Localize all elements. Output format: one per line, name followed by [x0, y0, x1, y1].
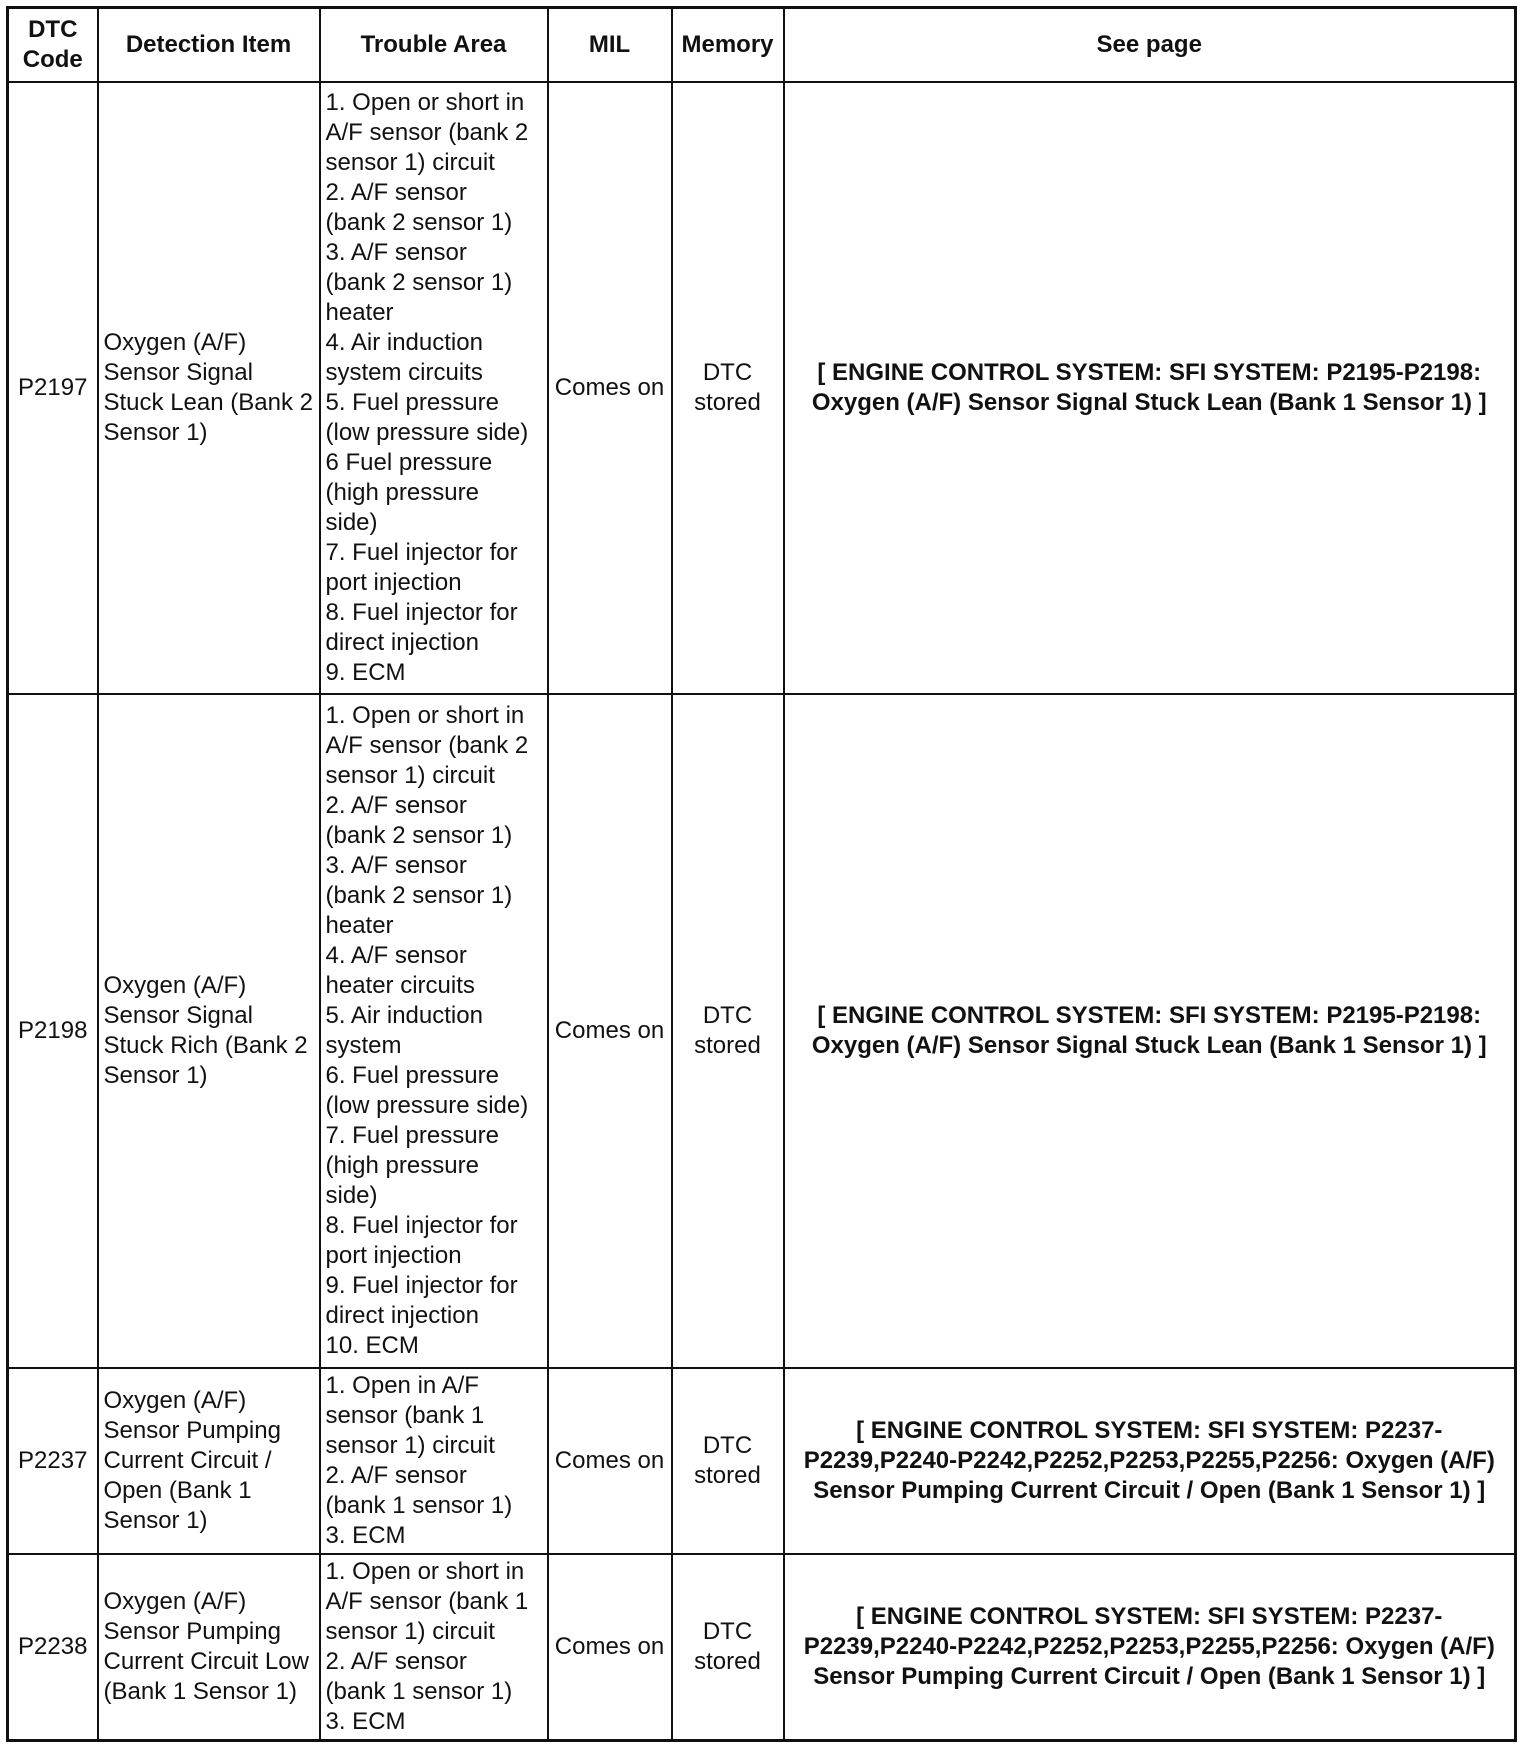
see-page-link[interactable]: [ ENGINE CONTROL SYSTEM: SFI SYSTEM: P2195-P2198: Oxygen (A/F) Sensor Signal Stuck Lean (Bank 1 Sensor 1) ] [784, 694, 1516, 1368]
detection-item-cell: Oxygen (A/F) Sensor Pumping Current Circuit Low (Bank 1 Sensor 1) [98, 1554, 320, 1741]
trouble-area-line: system [325, 1032, 402, 1059]
trouble-area-line: 1. Open or short in [325, 1558, 525, 1585]
header-trouble-area: Trouble Area [320, 8, 548, 83]
table-row [8, 1554, 1516, 1741]
trouble-area-line: 3. ECM [325, 1708, 406, 1735]
trouble-area-line: A/F sensor (bank 1 [325, 1588, 529, 1615]
trouble-area-line: port injection [325, 569, 462, 596]
trouble-area-line: 3. A/F sensor [325, 239, 467, 266]
trouble-area-line: (bank 2 sensor 1) [325, 822, 513, 849]
header-dtc-code: DTC Code [8, 8, 98, 83]
trouble-area-line: 9. Fuel injector for [325, 1272, 518, 1299]
trouble-area-line: port injection [325, 1242, 462, 1269]
trouble-area-line: 6. Fuel pressure [325, 1062, 499, 1089]
trouble-area-line: system circuits [325, 359, 483, 386]
mil-cell: Comes on [548, 1368, 672, 1554]
trouble-area-line: 2. A/F sensor [325, 792, 467, 819]
trouble-area-line: heater [325, 299, 394, 326]
trouble-area-line: 4. Air induction [325, 329, 483, 356]
trouble-area-line: side) [325, 1182, 378, 1209]
table-row [8, 694, 1516, 1368]
trouble-area-line: sensor (bank 1 [325, 1402, 485, 1429]
header-mil: MIL [548, 8, 672, 83]
trouble-area-line: heater circuits [325, 972, 475, 999]
header-memory: Memory [672, 8, 784, 83]
dtc-code-cell: P2197 [8, 82, 98, 694]
memory-cell: DTC stored [672, 1554, 784, 1741]
trouble-area-line: direct injection [325, 1302, 479, 1329]
trouble-area-line: 1. Open or short in [325, 702, 525, 729]
see-page-link[interactable]: [ ENGINE CONTROL SYSTEM: SFI SYSTEM: P2195-P2198: Oxygen (A/F) Sensor Signal Stuck Lean (Bank 1 Sensor 1) ] [784, 82, 1516, 694]
trouble-area-line: 5. Fuel pressure [325, 389, 499, 416]
table-body [8, 82, 1516, 1741]
trouble-area-line: 8. Fuel injector for [325, 1212, 518, 1239]
mil-cell: Comes on [548, 82, 672, 694]
trouble-area-line: 8. Fuel injector for [325, 599, 518, 626]
trouble-area-line: 6 Fuel pressure [325, 449, 493, 476]
trouble-area-line: 7. Fuel injector for [325, 539, 518, 566]
trouble-area-line: (low pressure side) [325, 1092, 529, 1119]
see-page-link[interactable]: [ ENGINE CONTROL SYSTEM: SFI SYSTEM: P2237-P2239,P2240-P2242,P2252,P2253,P2255,P2256: Oxygen (A/F) Sensor Pumping Current Circuit / Open (Bank 1 Sensor 1) ] [784, 1554, 1516, 1741]
detection-item-cell: Oxygen (A/F) Sensor Signal Stuck Rich (Bank 2 Sensor 1) [98, 694, 320, 1368]
trouble-area-line: 3. A/F sensor [325, 852, 467, 879]
trouble-area-line: 7. Fuel pressure [325, 1122, 499, 1149]
detection-item-cell: Oxygen (A/F) Sensor Signal Stuck Lean (Bank 2 Sensor 1) [98, 82, 320, 694]
dtc-code-cell: P2238 [8, 1554, 98, 1741]
trouble-area-line: 2. A/F sensor [325, 179, 467, 206]
header-row [8, 8, 1516, 83]
trouble-area-line: (high pressure [325, 1152, 479, 1179]
trouble-area-line: A/F sensor (bank 2 [325, 119, 529, 146]
dtc-code-cell: P2237 [8, 1368, 98, 1554]
trouble-area-line: 1. Open in A/F [325, 1372, 479, 1399]
trouble-area-line: (bank 1 sensor 1) [325, 1678, 513, 1705]
memory-cell: DTC stored [672, 694, 784, 1368]
trouble-area-cell [320, 694, 548, 1368]
trouble-area-line: heater [325, 912, 394, 939]
trouble-area-line: 9. ECM [325, 659, 406, 686]
trouble-area-line: (bank 2 sensor 1) [325, 269, 513, 296]
trouble-area-line: (bank 2 sensor 1) [325, 209, 513, 236]
trouble-area-line: (bank 2 sensor 1) [325, 882, 513, 909]
header-see-page: See page [784, 8, 1516, 83]
dtc-sheet [6, 6, 1517, 1742]
dtc-code-cell: P2198 [8, 694, 98, 1368]
memory-cell: DTC stored [672, 82, 784, 694]
trouble-area-line: 2. A/F sensor [325, 1462, 467, 1489]
trouble-area-line: (high pressure [325, 479, 479, 506]
trouble-area-line: 4. A/F sensor [325, 942, 467, 969]
trouble-area-line: (low pressure side) [325, 419, 529, 446]
trouble-area-line: A/F sensor (bank 2 [325, 732, 529, 759]
memory-cell: DTC stored [672, 1368, 784, 1554]
detection-item-cell: Oxygen (A/F) Sensor Pumping Current Circuit / Open (Bank 1 Sensor 1) [98, 1368, 320, 1554]
trouble-area-cell [320, 82, 548, 694]
mil-cell: Comes on [548, 694, 672, 1368]
table-row [8, 82, 1516, 694]
trouble-area-line: 2. A/F sensor [325, 1648, 467, 1675]
trouble-area-line: 1. Open or short in [325, 89, 525, 116]
trouble-area-line: side) [325, 509, 378, 536]
dtc-table [6, 6, 1517, 1742]
table-row [8, 1368, 1516, 1554]
mil-cell: Comes on [548, 1554, 672, 1741]
trouble-area-line: sensor 1) circuit [325, 1432, 495, 1459]
trouble-area-line: direct injection [325, 629, 479, 656]
trouble-area-cell [320, 1554, 548, 1741]
trouble-area-cell [320, 1368, 548, 1554]
trouble-area-line: 3. ECM [325, 1522, 406, 1549]
trouble-area-line: sensor 1) circuit [325, 149, 495, 176]
trouble-area-line: sensor 1) circuit [325, 1618, 495, 1645]
see-page-link[interactable]: [ ENGINE CONTROL SYSTEM: SFI SYSTEM: P2237-P2239,P2240-P2242,P2252,P2253,P2255,P2256: Oxygen (A/F) Sensor Pumping Current Circuit / Open (Bank 1 Sensor 1) ] [784, 1368, 1516, 1554]
trouble-area-line: (bank 1 sensor 1) [325, 1492, 513, 1519]
trouble-area-line: sensor 1) circuit [325, 762, 495, 789]
header-detection-item: Detection Item [98, 8, 320, 83]
trouble-area-line: 10. ECM [325, 1332, 419, 1359]
trouble-area-line: 5. Air induction [325, 1002, 483, 1029]
